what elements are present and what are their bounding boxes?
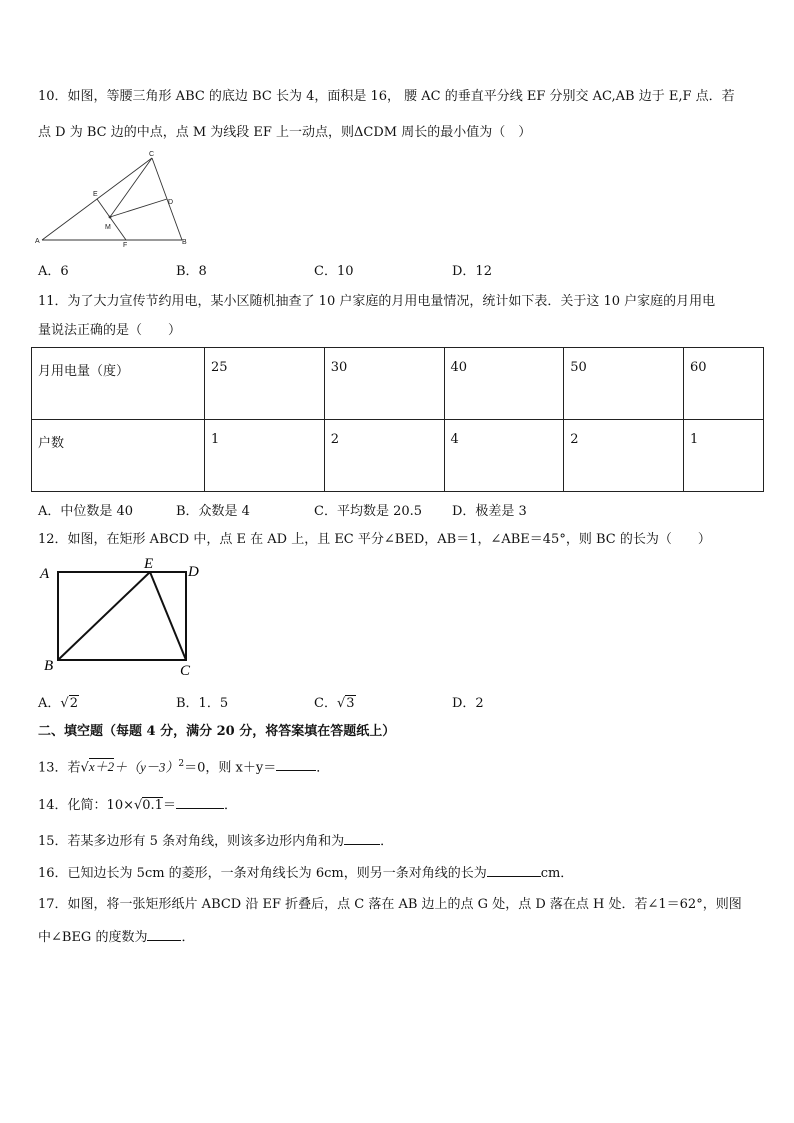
q11-option-b[interactable]: B．众数是 4 xyxy=(176,504,250,519)
q16-answer-blank[interactable] xyxy=(487,864,541,877)
q10-option-d[interactable]: D．12 xyxy=(452,264,492,279)
q11-option-a[interactable]: A．中位数是 40 xyxy=(38,504,134,519)
radical-sign-icon: √ xyxy=(336,696,346,711)
q12-option-a-radicand: 2 xyxy=(69,696,78,711)
q12-label-e: E xyxy=(144,556,154,572)
q11-option-c[interactable]: C．平均数是 20.5 xyxy=(314,504,423,519)
q14-answer-blank[interactable] xyxy=(176,796,224,809)
q12-option-b[interactable]: B．1．5 xyxy=(176,696,229,711)
table-cell: 2 xyxy=(324,420,444,492)
q10-line2: 点 D 为 BC 边的中点，点 M 为线段 EF 上一动点，则ΔCDM 周长的最小值为（ ） xyxy=(38,125,532,140)
q12-option-c-prefix: C． xyxy=(314,696,337,711)
q14-radicand: 0.1 xyxy=(142,798,163,813)
table-cell: 月用电量（度） xyxy=(32,348,205,420)
q12-segment-be xyxy=(58,572,150,660)
q16-text: 16．已知边长为 5cm 的菱形，一条对角线长为 6cm，则另一条对角线的长为 xyxy=(38,866,487,881)
q13-exponent: 2 xyxy=(178,759,185,769)
q11-line2: 量说法正确的是（ ） xyxy=(38,323,182,338)
q10-option-b[interactable]: B．8 xyxy=(176,264,207,279)
radical-sign-icon: √ xyxy=(133,798,143,813)
table-row xyxy=(32,420,764,492)
q13-line xyxy=(38,755,329,777)
q10-label-f: F xyxy=(123,242,128,248)
q17-line2 xyxy=(38,928,194,947)
table-cell: 户数 xyxy=(32,420,205,492)
q15-text: 15．若某多边形有 5 条对角线，则该多边形内角和为 xyxy=(38,834,345,849)
q15-end: ． xyxy=(380,834,394,849)
q12-label-a: A xyxy=(40,566,50,582)
q10-label-e: E xyxy=(93,191,98,198)
q10-segment-md xyxy=(110,199,167,217)
q12-option-a[interactable] xyxy=(38,692,79,711)
q13-middle: ＋（y－3） xyxy=(114,759,179,775)
q14-line xyxy=(38,796,237,815)
q10-label-a: A xyxy=(35,238,40,245)
q17-line1: 17．如图，将一张矩形纸片 ABCD 沿 EF 折叠后，点 C 落在 AB 边上的点 G 处，点 D 落在点 H 处．若∠1＝62°，则图 xyxy=(38,897,742,912)
q16-end: cm． xyxy=(540,866,574,881)
q11-option-d[interactable]: D．极差是 3 xyxy=(452,504,527,519)
q10-figure xyxy=(34,148,194,248)
table-cell: 2 xyxy=(564,420,684,492)
section-2-heading: 二、填空题（每题 4 分，满分 20 分，将答案填在答题纸上） xyxy=(38,724,396,739)
q14-prefix: 14．化简：10× xyxy=(38,798,134,813)
q16-line xyxy=(38,864,573,883)
q10-segment-ef xyxy=(97,199,126,240)
table-row xyxy=(32,348,764,420)
q13-answer-blank[interactable] xyxy=(276,758,316,771)
table-cell: 25 xyxy=(205,348,325,420)
q13-end: ． xyxy=(316,760,330,776)
q12-label-c: C xyxy=(180,663,191,678)
q15-answer-blank[interactable] xyxy=(344,832,380,845)
table-cell: 1 xyxy=(684,420,764,492)
q17-answer-blank[interactable] xyxy=(147,928,181,941)
q12-segment-ec xyxy=(150,572,186,660)
q12-figure xyxy=(36,556,200,678)
q12-option-c[interactable] xyxy=(314,692,356,711)
q10-option-a[interactable]: A．6 xyxy=(38,264,69,279)
q12-line1: 12．如图，在矩形 ABCD 中，点 E 在 AD 上，且 EC 平分∠BED，AB＝1，∠ABE＝45°，则 BC 的长为（ ） xyxy=(38,532,711,547)
q12-option-a-prefix: A． xyxy=(38,696,61,711)
q17-line2-prefix: 中∠BEG 的度数为 xyxy=(38,930,148,945)
radical-sign-icon: √ xyxy=(60,696,69,711)
q14-end: ． xyxy=(223,798,237,813)
q12-label-b: B xyxy=(44,658,54,674)
q12-rectangle-abcd xyxy=(58,572,186,660)
q10-label-c: C xyxy=(149,151,155,158)
q15-line xyxy=(38,832,393,851)
table-cell: 30 xyxy=(324,348,444,420)
q10-line1: 10．如图，等腰三角形 ABC 的底边 BC 长为 4，面积是 16， 腰 AC 的垂直平分线 EF 分别交 AC,AB 边于 E,F 点．若 xyxy=(38,89,735,104)
q17-end: ． xyxy=(181,930,195,945)
q10-segment-mc xyxy=(110,158,152,217)
q10-label-d: D xyxy=(168,199,174,206)
q10-label-b: B xyxy=(182,239,187,246)
q10-point-m xyxy=(109,216,112,219)
q11-line1: 11．为了大力宣传节约用电，某小区随机抽查了 10 户家庭的月用电量情况，统计如下表．关于这 10 户家庭的月用电 xyxy=(38,294,716,309)
table-cell: 50 xyxy=(564,348,684,420)
q12-option-d[interactable]: D．2 xyxy=(452,696,484,711)
table-cell: 40 xyxy=(444,348,564,420)
q13-prefix: 13．若 xyxy=(38,760,81,776)
q10-label-m: M xyxy=(105,224,111,231)
radical-sign-icon: √ xyxy=(80,760,89,776)
q11-table xyxy=(31,347,764,492)
q12-label-d: D xyxy=(188,564,199,580)
q13-suffix: ＝0，则 x＋y＝ xyxy=(184,760,277,776)
q12-option-c-radicand: 3 xyxy=(346,696,355,711)
table-cell: 1 xyxy=(205,420,325,492)
table-cell: 60 xyxy=(684,348,764,420)
q14-suffix: ＝ xyxy=(162,798,176,813)
table-cell: 4 xyxy=(444,420,564,492)
q13-radicand: x＋2 xyxy=(88,759,115,775)
q10-option-c[interactable]: C．10 xyxy=(314,264,354,279)
